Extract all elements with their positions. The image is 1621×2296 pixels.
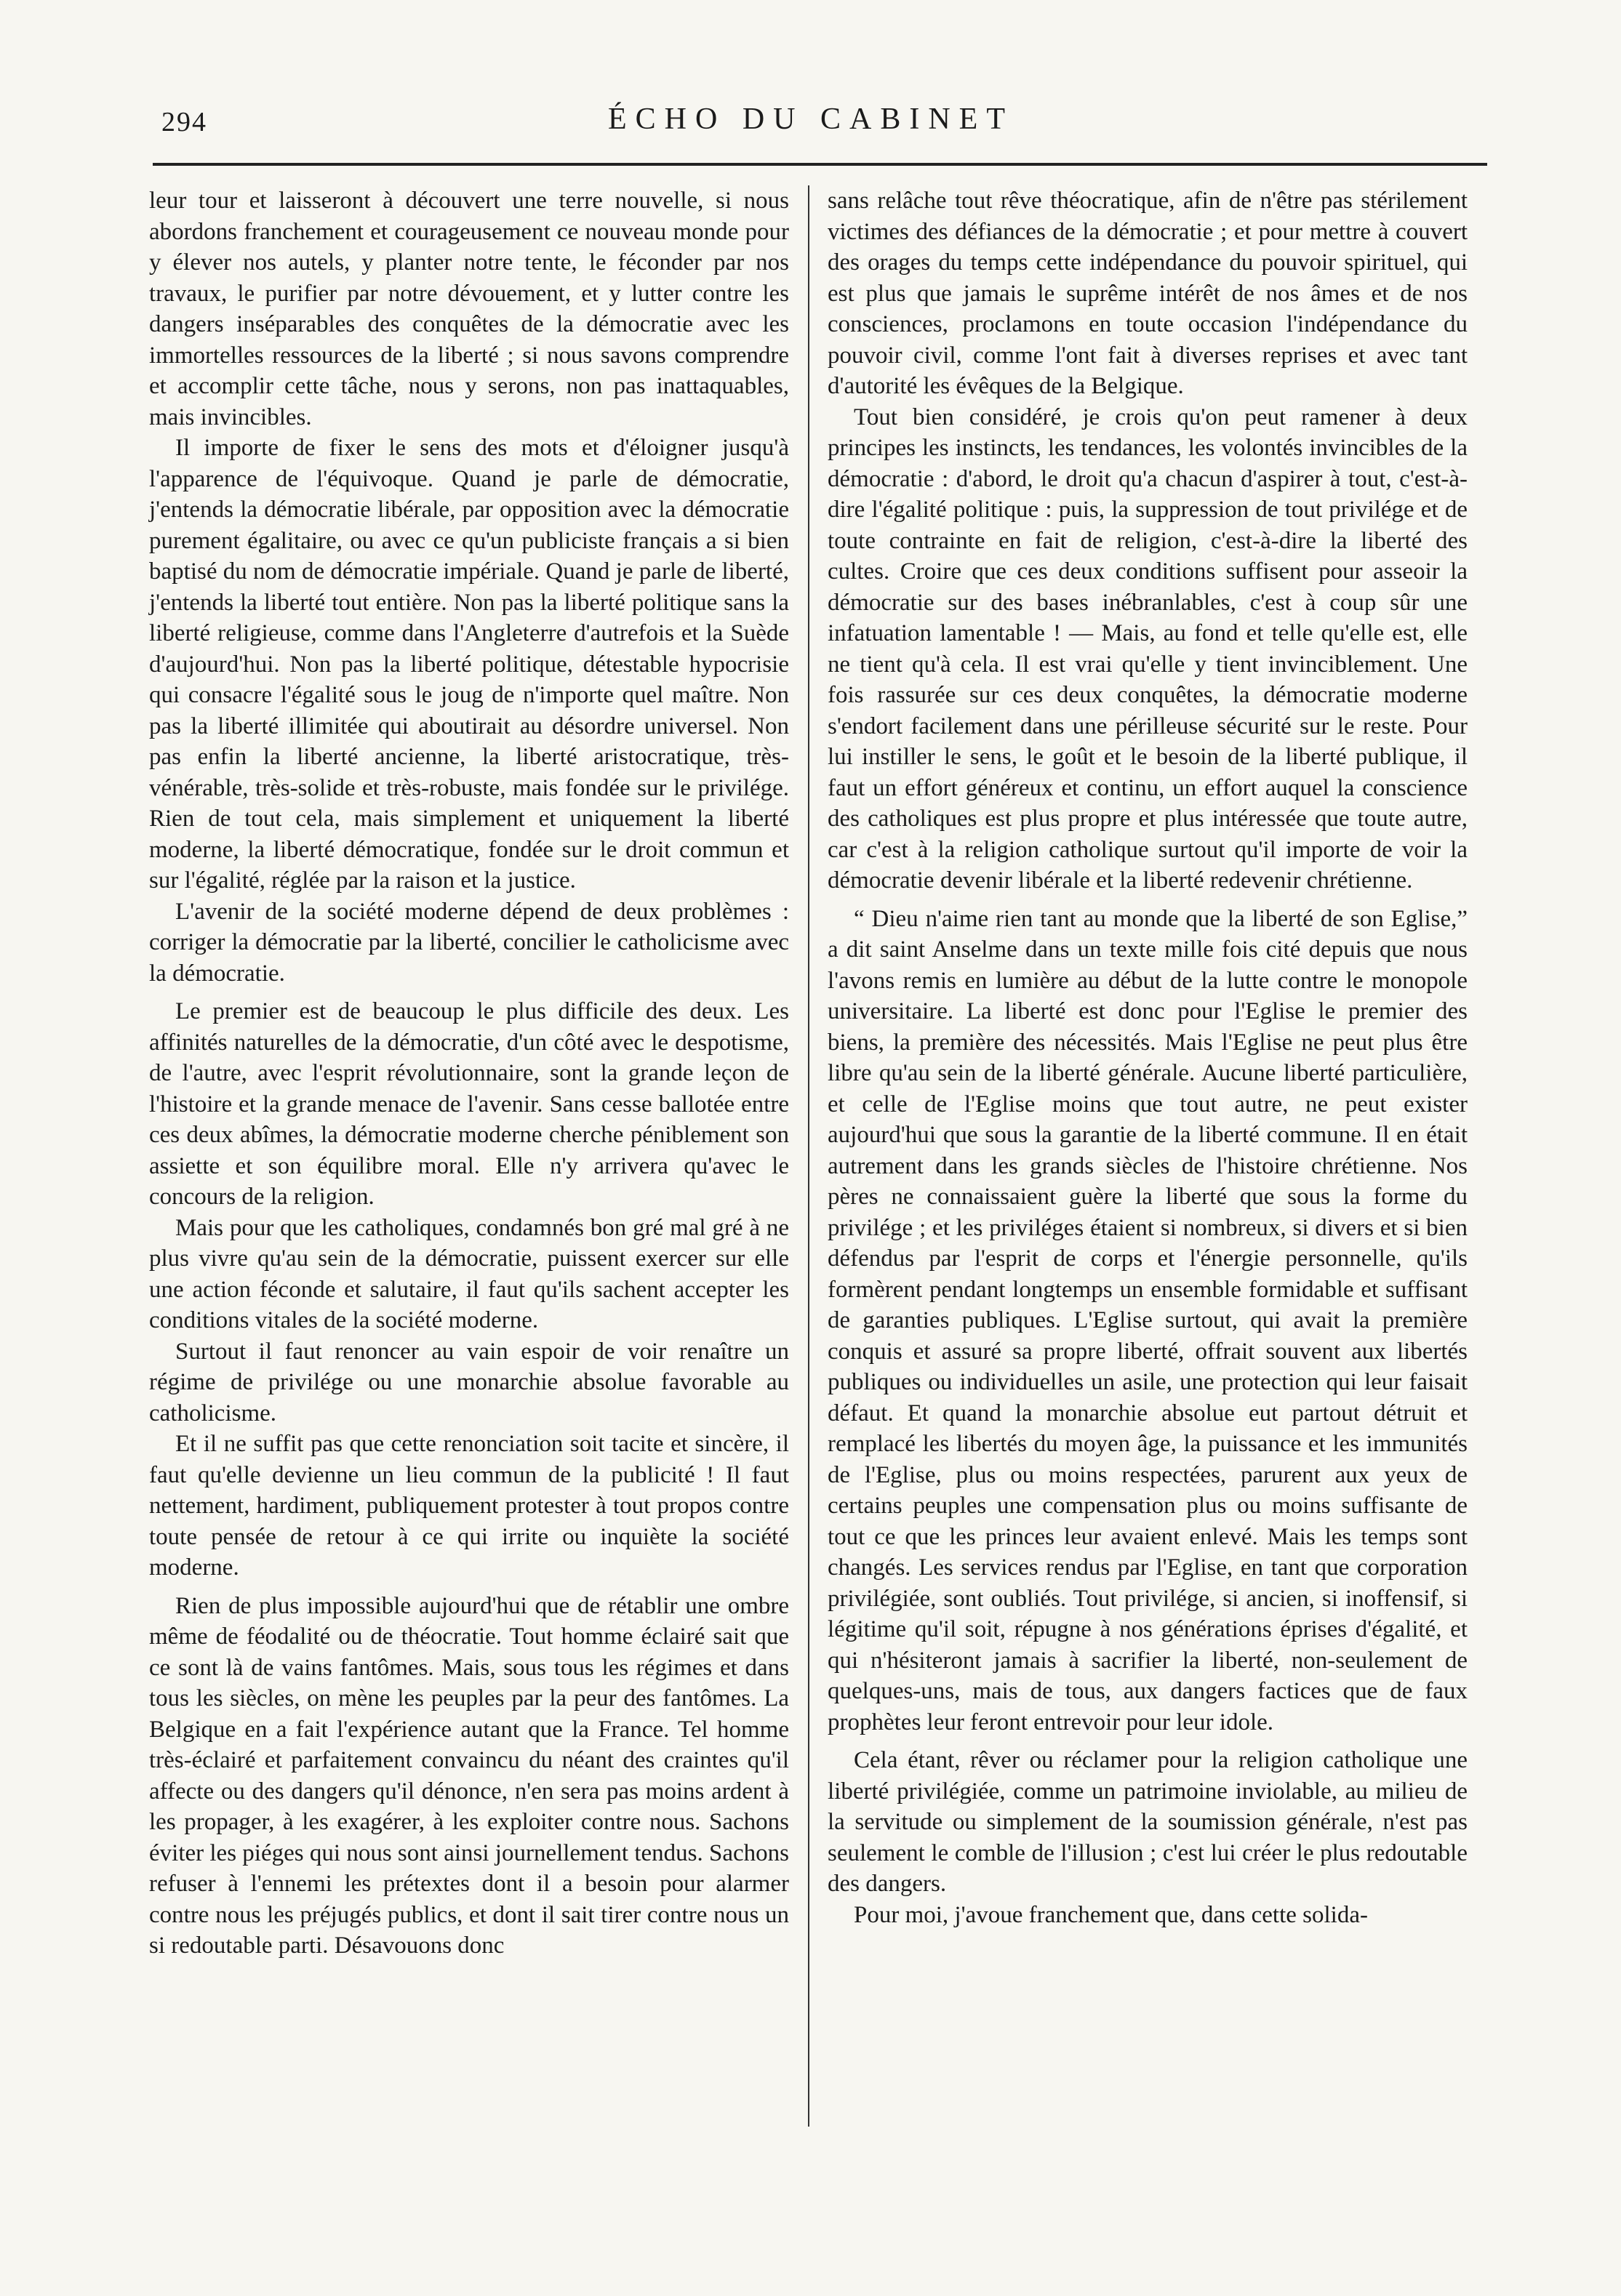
page-number: 294 bbox=[161, 107, 207, 137]
paragraph: Pour moi, j'avoue franchement que, dans cette solida- bbox=[854, 1901, 1368, 1928]
paragraph: Mais pour que les catholiques, condamnés bon gré mal gré à ne plus vivre qu'au sein de la démocratie, puissent exercer sur elle une action féconde et salutaire, il faut qu'ils sachent accepter les conditions vitales de la société moderne. bbox=[149, 1214, 789, 1333]
paragraph: leur tour et laisseront à découvert une terre nouvelle, si nous abordons franchement et courageusement ce nouveau monde pour y élever nos autels, y planter notre tente, le féconder par nos travaux, le purifier par notre dévouement, et y lutter contre les dangers inséparables des conquêtes de la démocratie avec les immortelles ressources de la liberté ; si nous savons comprendre et accomplir cette tâche, nous y serons, non pas inattaquables, mais invincibles. bbox=[149, 188, 789, 430]
right-column bbox=[828, 185, 1468, 1930]
paragraph: Tout bien considéré, je crois qu'on peut ramener à deux principes les instincts, les tendances, les volontés invincibles de la démocratie : d'abord, le droit qu'a chacun d'aspirer à tout, c'est-à-dire l'égalité politique : puis, la suppression de tout privilége et de toute contrainte en fait de religion, c'est-à-dire la liberté des cultes. Croire que ces deux conditions suffisent pour asseoir la démocratie sur des bases inébranlables, c'est à coup sûr une infatuation lamentable ! — Mais, au fond et telle qu'elle est, elle ne tient qu'à cela. Il est vrai qu'elle y tient invinciblement. Une fois rassurée sur ces deux conquêtes, la démocratie moderne s'endort facilement dans une périlleuse sécurité sur le reste. Pour lui instiller le sens, le goût et le besoin de la liberté publique, il faut un effort généreux et continu, un effort auquel la conscience des catholiques est plus propre et plus intéressée que toute autre, car c'est à la religion catholique surtout qu'il importe de voir la démocratie devenir libérale et la liberté redevenir chrétienne. bbox=[828, 404, 1468, 894]
page-header bbox=[145, 93, 1476, 151]
paragraph: Et il ne suffit pas que cette renonciation soit tacite et sincère, il faut qu'elle devienne un lieu commun de la publicité ! Il faut nettement, hardiment, publiquement protester à tout propos contre toute pensée de retour à ce qui irrite ou inquiète la société moderne. bbox=[149, 1431, 789, 1581]
paragraph: Le premier est de beaucoup le plus difficile des deux. Les affinités naturelles de la démocratie, d'un côté avec le despotisme, de l'autre, avec l'esprit révolutionnaire, sont la grande leçon de l'histoire et la grande menace de l'avenir. Sans cesse ballotée entre ces deux abîmes, la démocratie moderne cherche péniblement son assiette et son équilibre moral. Elle n'y arrivera qu'avec le concours de la religion. bbox=[149, 998, 789, 1210]
paragraph: Rien de plus impossible aujourd'hui que de rétablir une ombre même de féodalité ou de théocratie. Tout homme éclairé sait que ce sont là de vains fantômes. Mais, sous tous les régimes et dans tous les siècles, on mène les peuples par la peur des fantômes. La Belgique en a fait l'expérience autant que la France. Tel homme très-éclairé et parfaitement convaincu du néant des craintes qu'il affecte ou des dangers qu'il dénonce, n'en sera pas moins ardent à les propager, à les exagérer, à les exploiter contre nous. Sachons éviter les piéges qui nous sont ainsi journellement tendus. Sachons refuser à l'ennemi les prétextes dont il a besoin pour alarmer contre nous les préjugés publics, et dont il sait tirer contre nous un si redoutable parti. Désavouons donc bbox=[149, 1592, 789, 1959]
running-title: ÉCHO DU CABINET bbox=[608, 103, 1014, 136]
paragraph: “ Dieu n'aime rien tant au monde que la liberté de son Eglise,” a dit saint Anselme dans un texte mille fois cité depuis que nous l'avons remis en lumière au début de la lutte contre le monopole universitaire. La liberté est donc pour l'Eglise le premier des biens, la première des nécessités. Mais l'Eglise ne peut plus être libre qu'au sein de la liberté générale. Aucune liberté particulière, et celle de l'Eglise moins que tout autre, ne peut exister aujourd'hui que sous la garantie de la liberté commune. Il en était autrement dans les grands siècles de l'histoire chrétienne. Nos pères ne connaissaient guère la liberté que sous la forme du privilége ; et les priviléges étaient si nombreux, si divers et si bien défendus par l'esprit de corps et l'énergie personnelle, qu'ils formèrent pendant longtemps un ensemble formidable et suffisant de garanties publiques. L'Eglise surtout, qui avait la première conquis et assuré sa propre liberté, offrait souvent aux libertés publiques ou individuelles un asile, une protection qui leur faisait défaut. Et quand la monarchie absolue eut partout détruit et remplacé les libertés du moyen âge, la puissance et les immunités de l'Eglise, plus ou moins respectées, parurent aux yeux de certains peuples une compensation plus ou moins suffisante de tout ce que les princes leur avaient enlevé. Mais les temps sont changés. Les services rendus par l'Eglise, en tant que corporation privilégiée, sont oubliés. Tout privilége, si ancien, si inoffensif, si légitime qu'il soit, répugne à nos générations éprises d'égalité, et qui n'hésiteront jamais à sacrifier la liberté, non-seulement de quelques-uns, mais de tous, aux dangers factices que de faux prophètes leur feront entrevoir pour leur idole. bbox=[828, 905, 1468, 1735]
paragraph: Il importe de fixer le sens des mots et d'éloigner jusqu'à l'apparence de l'équivoque. Quand je parle de démocratie, j'entends la démocratie libérale, par opposition avec la démocratie purement égalitaire, ou avec ce qu'un publiciste français a si bien baptisé du nom de démocratie impériale. Quand je parle de liberté, j'entends la liberté tout entière. Non pas la liberté politique sans la liberté religieuse, comme dans l'Angleterre d'autrefois et la Suède d'aujourd'hui. Non pas la liberté politique, détestable hypocrisie qui consacre l'égalité sous le joug de n'importe quel maître. Non pas la liberté illimitée qui aboutirait au désordre universel. Non pas enfin la liberté ancienne, la liberté aristocratique, très-vénérable, très-solide et très-robuste, mais fondée sur le privilége. Rien de tout cela, mais simplement et uniquement la liberté moderne, la liberté démocratique, fondée sur le droit commun et sur l'égalité, réglée par la raison et la justice. bbox=[149, 435, 789, 894]
paragraph: Cela étant, rêver ou réclamer pour la religion catholique une liberté privilégiée, comme un patrimoine inviolable, au milieu de la servitude ou simplement de la soumission générale, n'est pas seulement le comble de l'illusion ; c'est lui créer le plus redoutable des dangers. bbox=[828, 1747, 1468, 1897]
paragraph: sans relâche tout rêve théocratique, afin de n'être pas stérilement victimes des défiances de la démocratie ; et pour mettre à couvert des orages du temps cette indépendance du pouvoir spirituel, qui est plus que jamais le suprême intérêt de nos âmes et de nos consciences, proclamons en toute occasion l'indépendance du pouvoir civil, comme l'ont fait à diverses reprises et avec tant d'autorité les évêques de la Belgique. bbox=[828, 188, 1468, 399]
paragraph: L'avenir de la société moderne dépend de deux problèmes : corriger la démocratie par la liberté, concilier le catholicisme avec la démocratie. bbox=[149, 898, 789, 987]
paragraph: Surtout il faut renoncer au vain espoir de voir renaître un régime de privilége ou une monarchie absolue favorable au catholicisme. bbox=[149, 1338, 789, 1426]
left-column bbox=[149, 185, 789, 1962]
header-rule bbox=[153, 163, 1487, 166]
column-divider bbox=[808, 185, 809, 2127]
